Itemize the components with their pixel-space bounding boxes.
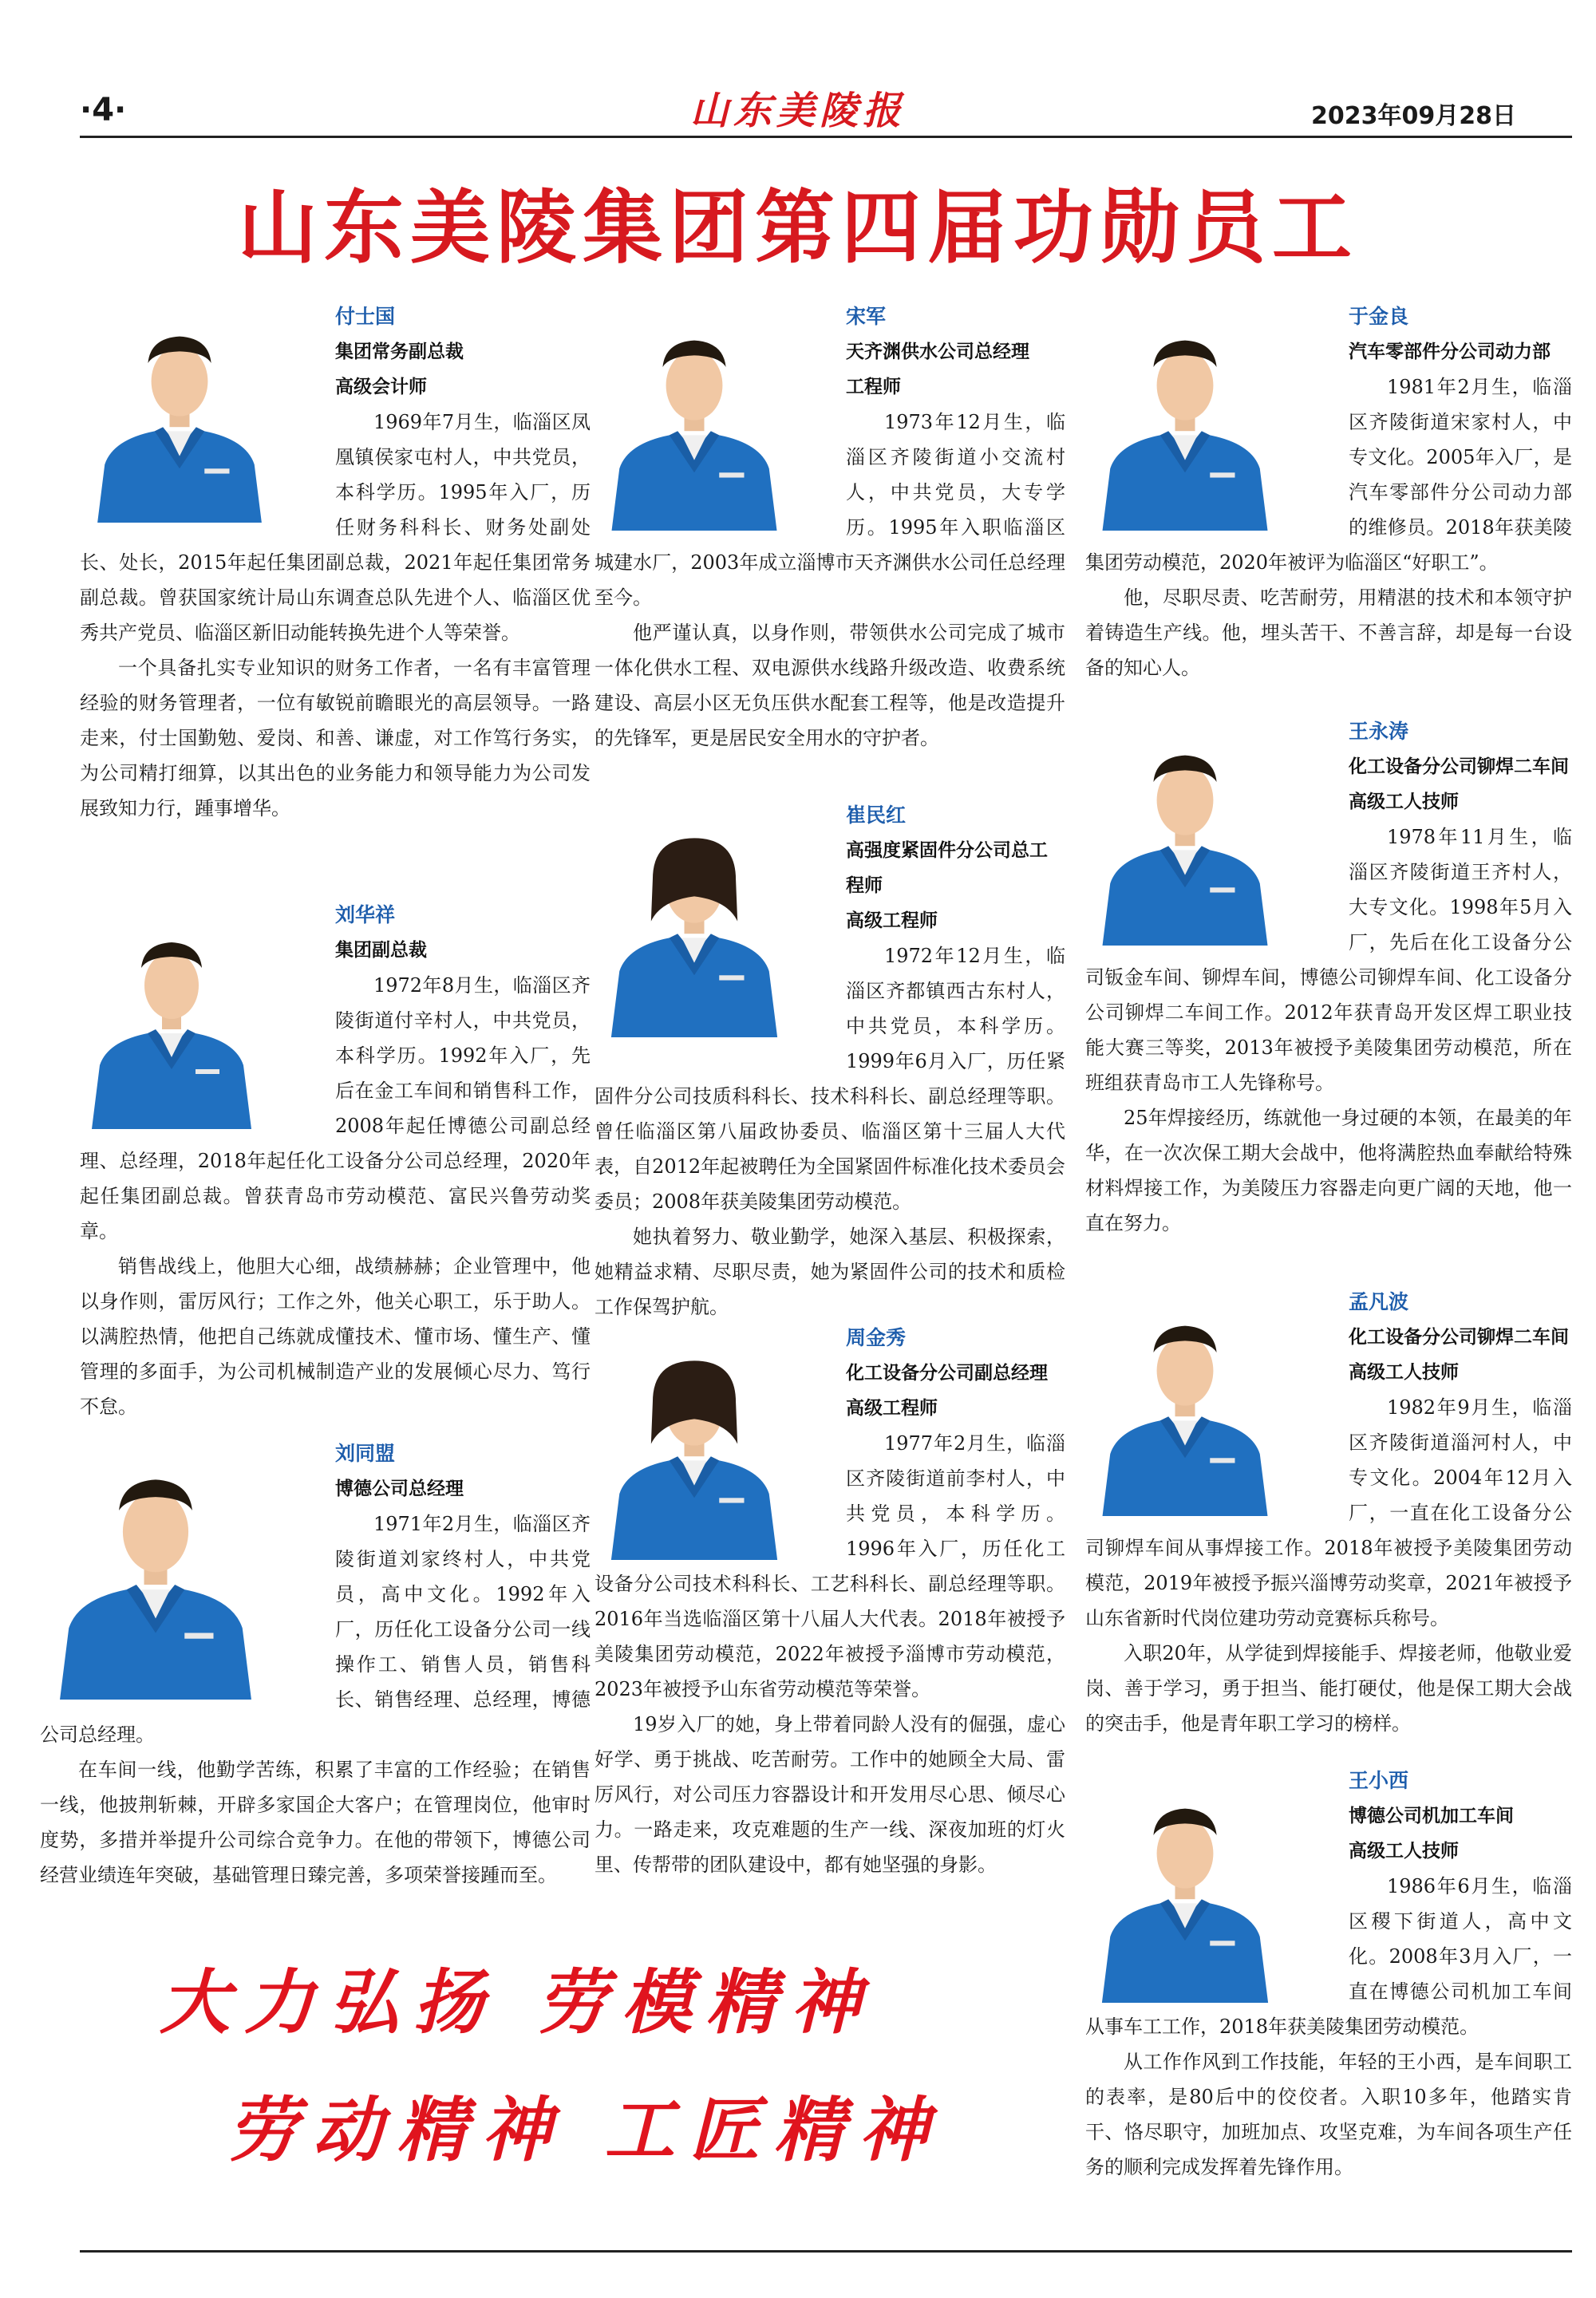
person-name: 崔民红 — [846, 804, 907, 827]
bio-paragraph: 19岁入厂的她，身上带着同龄人没有的倔强，虚心好学、勇于挑战、吃苦耐劳。工作中的她顾全大局、雷厉风行，对公司压力容器设计和开发用尽心思、倾尽心力。一路走来，攻克难题的生产一线、深夜加班的灯火里、传帮带的团队建设中，都有她坚强的身影。 — [595, 1713, 1065, 1876]
person-title: 博德公司机加工车间 — [1349, 1806, 1514, 1826]
bio-paragraph: 从工作作风到工作技能，年轻的王小西，是车间职工的表率，是80后中的佼佼者。入职10多年，他踏实肯干、恪尽职守，加班加点、攻坚克难，为车间各项生产任务的顺利完成发挥着先锋作用。 — [1085, 2051, 1572, 2178]
person-title: 集团副总裁 — [335, 940, 427, 961]
bio-paragraph: 1971年2月生，临淄区齐陵街道刘家终村人，中共党员，高中文化。1992年入厂，历任化工设备分公司一线操作工、销售人员，销售科长、销售经理、总经理，博德公司总经理。 — [40, 1513, 591, 1746]
person-title: 高级工人技师 — [1349, 1362, 1459, 1383]
person-name: 周金秀 — [846, 1326, 907, 1349]
bio-paragraph: 1972年8月生，临淄区齐陵街道付辛村人，中共党员，本科学历。1992年入厂，先后在金工车间和销售科工作，2008年起任博德公司副总经理、总经理，2018年起任化工设备分公司总经理，2020年起任集团副总裁。曾获青岛市劳动模范、富民兴鲁劳动奖章。 — [80, 974, 591, 1242]
person-title: 博德公司总经理 — [335, 1479, 464, 1499]
bio-paragraph: 1986年6月生，临淄区稷下街道人，高中文化。2008年3月入厂，一直在博德公司机加工车间从事车工工作，2018年获美陵集团劳动模范。 — [1085, 1875, 1572, 2038]
bio-paragraph: 1982年9月生，临淄区齐陵街道淄河村人，中专文化。2004年12月入厂，一直在化工设备分公司铆焊车间从事焊接工作。2018年被授予美陵集团劳动模范，2019年被授予振兴淄博劳动奖章，2021年被授予山东省新时代岗位建功劳动竞赛标兵称号。 — [1085, 1396, 1572, 1629]
issue-date: 2023年09月28日 — [1311, 102, 1516, 130]
bio-paragraph: 入职20年，从学徒到焊接能手、焊接老师，他敬业爱岗、善于学习，勇于担当、能打硬仗，他是保工期大会战的突击手，他是青年职工学习的榜样。 — [1085, 1642, 1572, 1735]
person-name: 于金良 — [1349, 305, 1409, 328]
person-name: 付士国 — [335, 305, 396, 328]
person-title: 化工设备分公司铆焊二车间 — [1349, 756, 1569, 777]
person-title: 天齐渊供水公司总经理 — [846, 342, 1029, 362]
profile-10 — [1085, 1763, 1572, 2185]
bio-paragraph: 1978年11月生，临淄区齐陵街道王齐村人，大专文化。1998年5月入厂，先后在化工设备分公司钣金车间、铆焊车间，博德公司铆焊车间、化工设备分公司铆焊二车间工作。2012年获青岛开发区焊工职业技能大赛三等奖，2013年被授予美陵集团劳动模范，所在班组获青岛市工人先锋称号。 — [1085, 826, 1572, 1094]
person-title: 高级工程师 — [846, 910, 938, 931]
person-name: 刘华祥 — [335, 903, 396, 926]
profile-1 — [80, 299, 591, 826]
footer-rule — [80, 2250, 1572, 2253]
bio-paragraph: 在车间一线，他勤学苦练，积累了丰富的工作经验；在销售一线，他披荆斩棘，开辟多家国企大客户；在管理岗位，他审时度势，多措并举提升公司综合竞争力。在他的带领下，博德公司经营业绩连年突破，基础管理日臻完善，多项荣誉接踵而至。 — [40, 1759, 591, 1886]
bio-paragraph: 1973年12月生，临淄区齐陵街道小交流村人，中共党员，大专学历。1995年入职临淄区城建水厂，2003年成立淄博市天齐渊供水公司任总经理至今。 — [595, 411, 1065, 609]
person-title: 高强度紧固件分公司总工程师 — [846, 840, 1048, 896]
profile-6 — [595, 1321, 1065, 1882]
person-title: 化工设备分公司铆焊二车间 — [1349, 1327, 1569, 1348]
person-title: 工程师 — [846, 377, 901, 397]
newspaper-logo: 山东美陵报 — [689, 89, 906, 133]
bio-paragraph: 他，尽职尽责、吃苦耐劳，用精湛的技术和本领守护着铸造生产线。他，埋头苦干、不善言辞，却是每一台设备的知心人。 — [1085, 586, 1572, 679]
person-name: 宋军 — [846, 305, 887, 328]
person-title: 高级会计师 — [335, 377, 427, 397]
page-headline: 山东美陵集团第四届功勋员工 — [238, 181, 1358, 274]
profile-8 — [1085, 714, 1572, 1241]
slogan-line-2: 劳动精神 工匠精神 — [227, 2088, 943, 2171]
profile-9 — [1085, 1285, 1572, 1741]
person-name: 孟凡波 — [1349, 1290, 1409, 1313]
bio-paragraph: 他严谨认真，以身作则，带领供水公司完成了城市一体化供水工程、双电源供水线路升级改造、收费系统建设、高层小区无负压供水配套工程等，他是改造提升的先锋军，更是居民安全用水的守护者。 — [595, 622, 1065, 749]
bio-paragraph: 25年焊接经历，练就他一身过硬的本领，在最美的年华，在一次次保工期大会战中，他将满腔热血奉献给特殊材料焊接工作，为美陵压力容器走向更广阔的天地，他一直在努力。 — [1085, 1107, 1572, 1234]
slogan-line-1: 大力弘扬 劳模精神 — [160, 1960, 875, 2043]
person-title: 汽车零部件分公司动力部 — [1349, 342, 1551, 362]
person-title: 高级工程师 — [846, 1398, 938, 1419]
bio-paragraph: 1981年2月生，临淄区齐陵街道宋家村人，中专文化。2005年入厂，是汽车零部件分公司动力部的维修员。2018年获美陵集团劳动模范，2020年被评为临淄区“好职工”。 — [1085, 376, 1572, 574]
person-title: 集团常务副总裁 — [335, 342, 464, 362]
bio-paragraph: 销售战线上，他胆大心细，战绩赫赫；企业管理中，他以身作则，雷厉风行；工作之外，他关心职工，乐于助人。以满腔热情，他把自己练就成懂技术、懂市场、懂生产、懂管理的多面手，为公司机械制造产业的发展倾心尽力、笃行不怠。 — [80, 1255, 591, 1418]
person-title: 化工设备分公司副总经理 — [846, 1363, 1048, 1384]
header-rule — [80, 136, 1572, 138]
person-name: 王永涛 — [1349, 720, 1409, 743]
profile-7 — [1085, 299, 1572, 685]
profile-2 — [80, 898, 591, 1424]
bio-paragraph: 她执着努力、敬业勤学，她深入基层、积极探索，她精益求精、尽职尽责，她为紧固件公司的技术和质检工作保驾护航。 — [595, 1226, 1065, 1318]
profile-4 — [595, 299, 1065, 756]
person-name: 王小西 — [1349, 1769, 1409, 1792]
page-number: ·4· — [80, 92, 127, 128]
person-title: 高级工人技师 — [1349, 792, 1459, 812]
bio-paragraph: 一个具备扎实专业知识的财务工作者，一名有丰富管理经验的财务管理者，一位有敏锐前瞻眼光的高层领导。一路走来，付士国勤勉、爱岗、和善、谦虚，对工作笃行务实，为公司精打细算，以其出色的业务能力和领导能力为公司发展致知力行，踵事增华。 — [80, 657, 591, 819]
person-title: 高级工人技师 — [1349, 1841, 1459, 1862]
bio-paragraph: 1969年7月生，临淄区凤凰镇侯家屯村人，中共党员，本科学历。1995年入厂，历任财务科科长、财务处副处长、处长，2015年起任集团副总裁，2021年起任集团常务副总裁。曾获国家统计局山东调查总队先进个人、临淄区优秀共产党员、临淄区新旧动能转换先进个人等荣誉。 — [80, 411, 591, 644]
profile-5 — [595, 798, 1065, 1325]
profile-3 — [40, 1436, 591, 1893]
person-name: 刘同盟 — [335, 1442, 396, 1465]
bio-paragraph: 1972年12月生，临淄区齐都镇西古东村人，中共党员，本科学历。1999年6月入厂，历任紧固件分公司技质科科长、技术科科长、副总经理等职。曾任临淄区第八届政协委员、临淄区第十三届人大代表，自2012年起被聘任为全国紧固件标准化技术委员会委员；2008年获美陵集团劳动模范。 — [595, 945, 1065, 1213]
bio-paragraph: 1977年2月生，临淄区齐陵街道前李村人，中共党员，本科学历。1996年入厂，历任化工设备分公司技术科科长、工艺科科长、副总经理等职。2016年当选临淄区第十八届人大代表。2018年被授予美陵集团劳动模范，2022年被授予淄博市劳动模范，2023年被授予山东省劳动模范等荣誉。 — [595, 1432, 1065, 1700]
